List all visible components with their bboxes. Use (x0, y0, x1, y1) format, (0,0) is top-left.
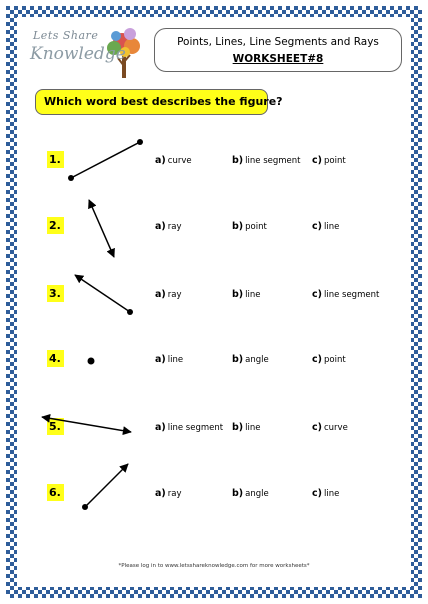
question-text: Which word best describes the figure? (44, 95, 283, 108)
option-c[interactable]: c) point (312, 155, 346, 166)
item-number: 5. (47, 418, 64, 435)
logo-text: Knowledge (30, 44, 126, 64)
figure-line-segment (68, 139, 143, 181)
option-c[interactable]: c) line (312, 488, 340, 499)
option-c[interactable]: c) line segment (312, 289, 380, 300)
option-a[interactable]: a) ray (155, 289, 182, 300)
figure-line (89, 200, 114, 257)
option-b[interactable]: b) angle (232, 354, 269, 365)
option-c[interactable]: c) point (312, 354, 346, 365)
option-b[interactable]: b) angle (232, 488, 269, 499)
item-number: 2. (47, 217, 64, 234)
figure-ray (75, 275, 133, 315)
figure-point (88, 358, 95, 365)
figure-ray (82, 464, 128, 510)
item-number: 4. (47, 350, 64, 367)
option-b[interactable]: b) point (232, 221, 267, 232)
worksheet-subtitle: WORKSHEET#8 (232, 53, 324, 65)
option-b[interactable]: b) line (232, 289, 261, 300)
item-number: 6. (47, 484, 64, 501)
option-a[interactable]: a) line (155, 354, 184, 365)
footer-note: *Please log in to www.letsshareknowledge.com for more worksheets* (118, 563, 310, 569)
option-c[interactable]: c) line (312, 221, 340, 232)
worksheet-title: Points, Lines, Line Segments and Rays (177, 36, 379, 48)
figure-line (42, 417, 131, 432)
option-b[interactable]: b) line segment (232, 155, 301, 166)
option-a[interactable]: a) ray (155, 488, 182, 499)
option-c[interactable]: c) curve (312, 422, 348, 433)
item-number: 1. (47, 151, 64, 168)
option-a[interactable]: a) line segment (155, 422, 224, 433)
option-a[interactable]: a) curve (155, 155, 192, 166)
option-b[interactable]: b) line (232, 422, 261, 433)
logo-text: Lets Share (33, 29, 99, 42)
option-a[interactable]: a) ray (155, 221, 182, 232)
item-number: 3. (47, 285, 64, 302)
